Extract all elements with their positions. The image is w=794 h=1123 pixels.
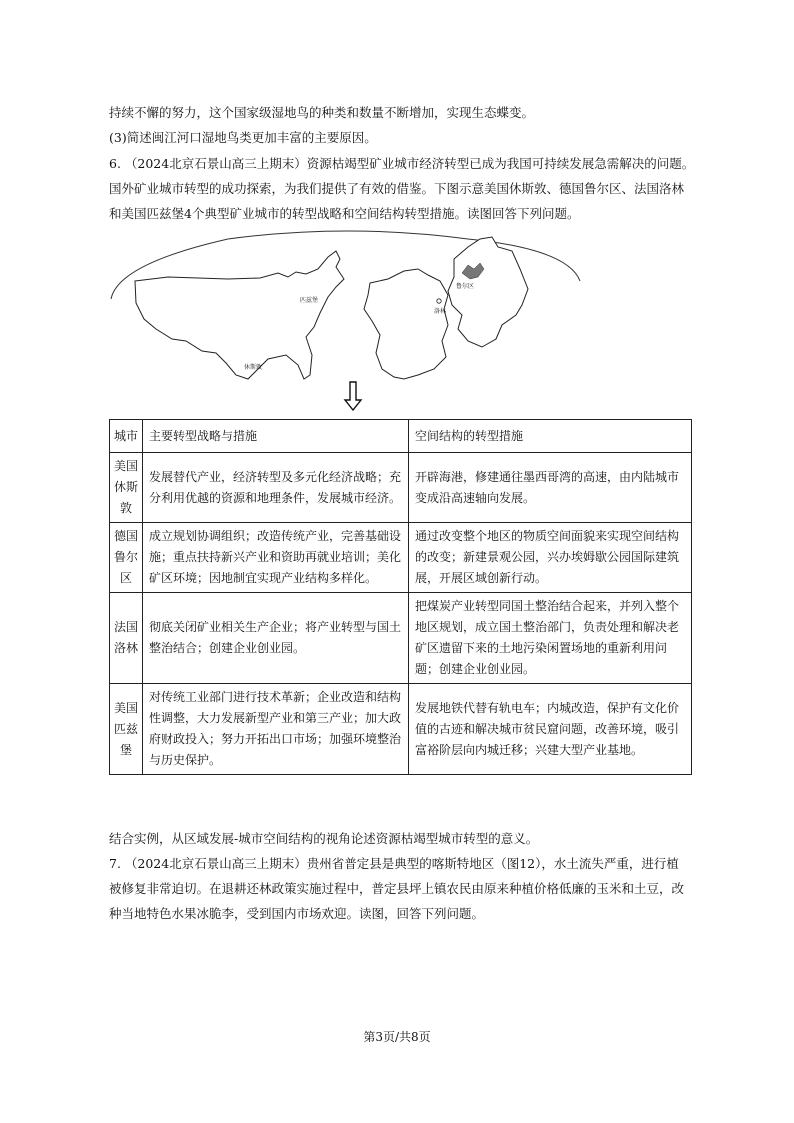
- down-arrow-icon: [343, 381, 363, 411]
- map-label-lorraine: 洛林: [434, 308, 447, 315]
- spatial-cell: 通过改变整个地区的物质空间面貌来实现空间结构的改变；新建景观公园，兴办埃姆歇公园国际建筑展，开展区域创新行动。: [409, 523, 692, 593]
- city-cell: 美国休斯敦: [110, 453, 143, 523]
- map-label-pittsburgh: 匹兹堡: [300, 297, 319, 304]
- question-6-prompt: 结合实例，从区域发展-城市空间结构的视角论述资源枯竭型城市转型的意义。: [109, 831, 539, 846]
- text-line: 持续不懈的努力，这个国家级湿地鸟的种类和数量不断增加，实现生态蝶变。: [109, 105, 535, 120]
- table-row: [110, 453, 692, 523]
- question-subpart-3: (3)简述闽江河口湿地鸟类更加丰富的主要原因。: [109, 130, 377, 145]
- table-row: [110, 684, 692, 775]
- city-cell: 美国匹兹堡: [110, 684, 143, 775]
- strategy-cell: 成立规划协调组织；改造传统产业，完善基础设施；重点扶持新兴产业和资助再就业培训；美化矿区环境；因地制宜实现产业结构多样化。: [143, 523, 409, 593]
- question-7-line-2: 被修复非常迫切。在退耕还林政策实施过程中，普定县坪上镇农民由原来种植价格低廉的玉米和土豆，改: [109, 881, 685, 896]
- table-header-row: [110, 420, 692, 453]
- header-city: 城市: [110, 420, 143, 453]
- header-spatial: 空间结构的转型措施: [409, 420, 692, 453]
- strategy-cell: 对传统工业部门进行技术革新；企业改造和结构性调整，大力发展新型产业和第三产业；加大政府财政投入；努力开拓出口市场；加强环境整治与历史保护。: [143, 684, 409, 775]
- question-6-line-1: 6. （2024北京石景山高三上期末）资源枯竭型矿业城市经济转型已成为我国可持续发展急需解决的问题。: [109, 156, 695, 171]
- france-map-outline: [364, 269, 448, 379]
- spatial-cell: 把煤炭产业转型同国土整治结合起来，并列入整个地区规划，成立国土整治部门，负责处理和解决老矿区遗留下来的土地污染闲置场地的重新利用问题；创建企业创业园。: [409, 593, 692, 684]
- germany-map-outline: [448, 237, 528, 347]
- question-7-line-3: 种当地特色水果冰脆李，受到国内市场欢迎。读图，回答下列问题。: [109, 906, 485, 921]
- map-label-ruhr: 鲁尔区: [456, 283, 475, 290]
- strategy-cell: 发展替代产业，经济转型及多元化经济战略；充分利用优越的资源和地理条件，发展城市经济。: [143, 453, 409, 523]
- header-strategy: 主要转型战略与措施: [143, 420, 409, 453]
- map-label-houston: 休斯敦: [244, 364, 263, 371]
- page-footer: 第3页/共8页: [363, 1030, 431, 1044]
- strategy-cell: 彻底关闭矿业相关生产企业；将产业转型与国土整治结合；创建企业创业园。: [143, 593, 409, 684]
- city-cell: 德国鲁尔区: [110, 523, 143, 593]
- city-cell: 法国洛林: [110, 593, 143, 684]
- spatial-cell: 开辟海港，修建通往墨西哥湾的高速，由内陆城市变成沿高速轴向发展。: [409, 453, 692, 523]
- question-7-line-1: 7. （2024北京石景山高三上期末）贵州省普定县是典型的喀斯特地区（图12），水土流失严重，进行植: [109, 856, 679, 871]
- world-map-figure: [108, 229, 586, 395]
- table-row: [110, 593, 692, 684]
- table-row: [110, 523, 692, 593]
- transformation-table: [109, 419, 692, 775]
- usa-map-outline: [135, 251, 344, 379]
- question-6-line-2: 国外矿业城市转型的成功探索，为我们提供了有效的借鉴。下图示意美国休斯敦、德国鲁尔区、法国洛林: [109, 181, 685, 196]
- question-6-line-3: 和美国匹兹堡4个典型矿业城市的转型战略和空间结构转型措施。读图回答下列问题。: [109, 206, 580, 221]
- spatial-cell: 发展地铁代替有轨电车；内城改造，保护有文化价值的古迹和解决城市贫民窟问题，改善环境，吸引富裕阶层向内城迁移；兴建大型产业基地。: [409, 684, 692, 775]
